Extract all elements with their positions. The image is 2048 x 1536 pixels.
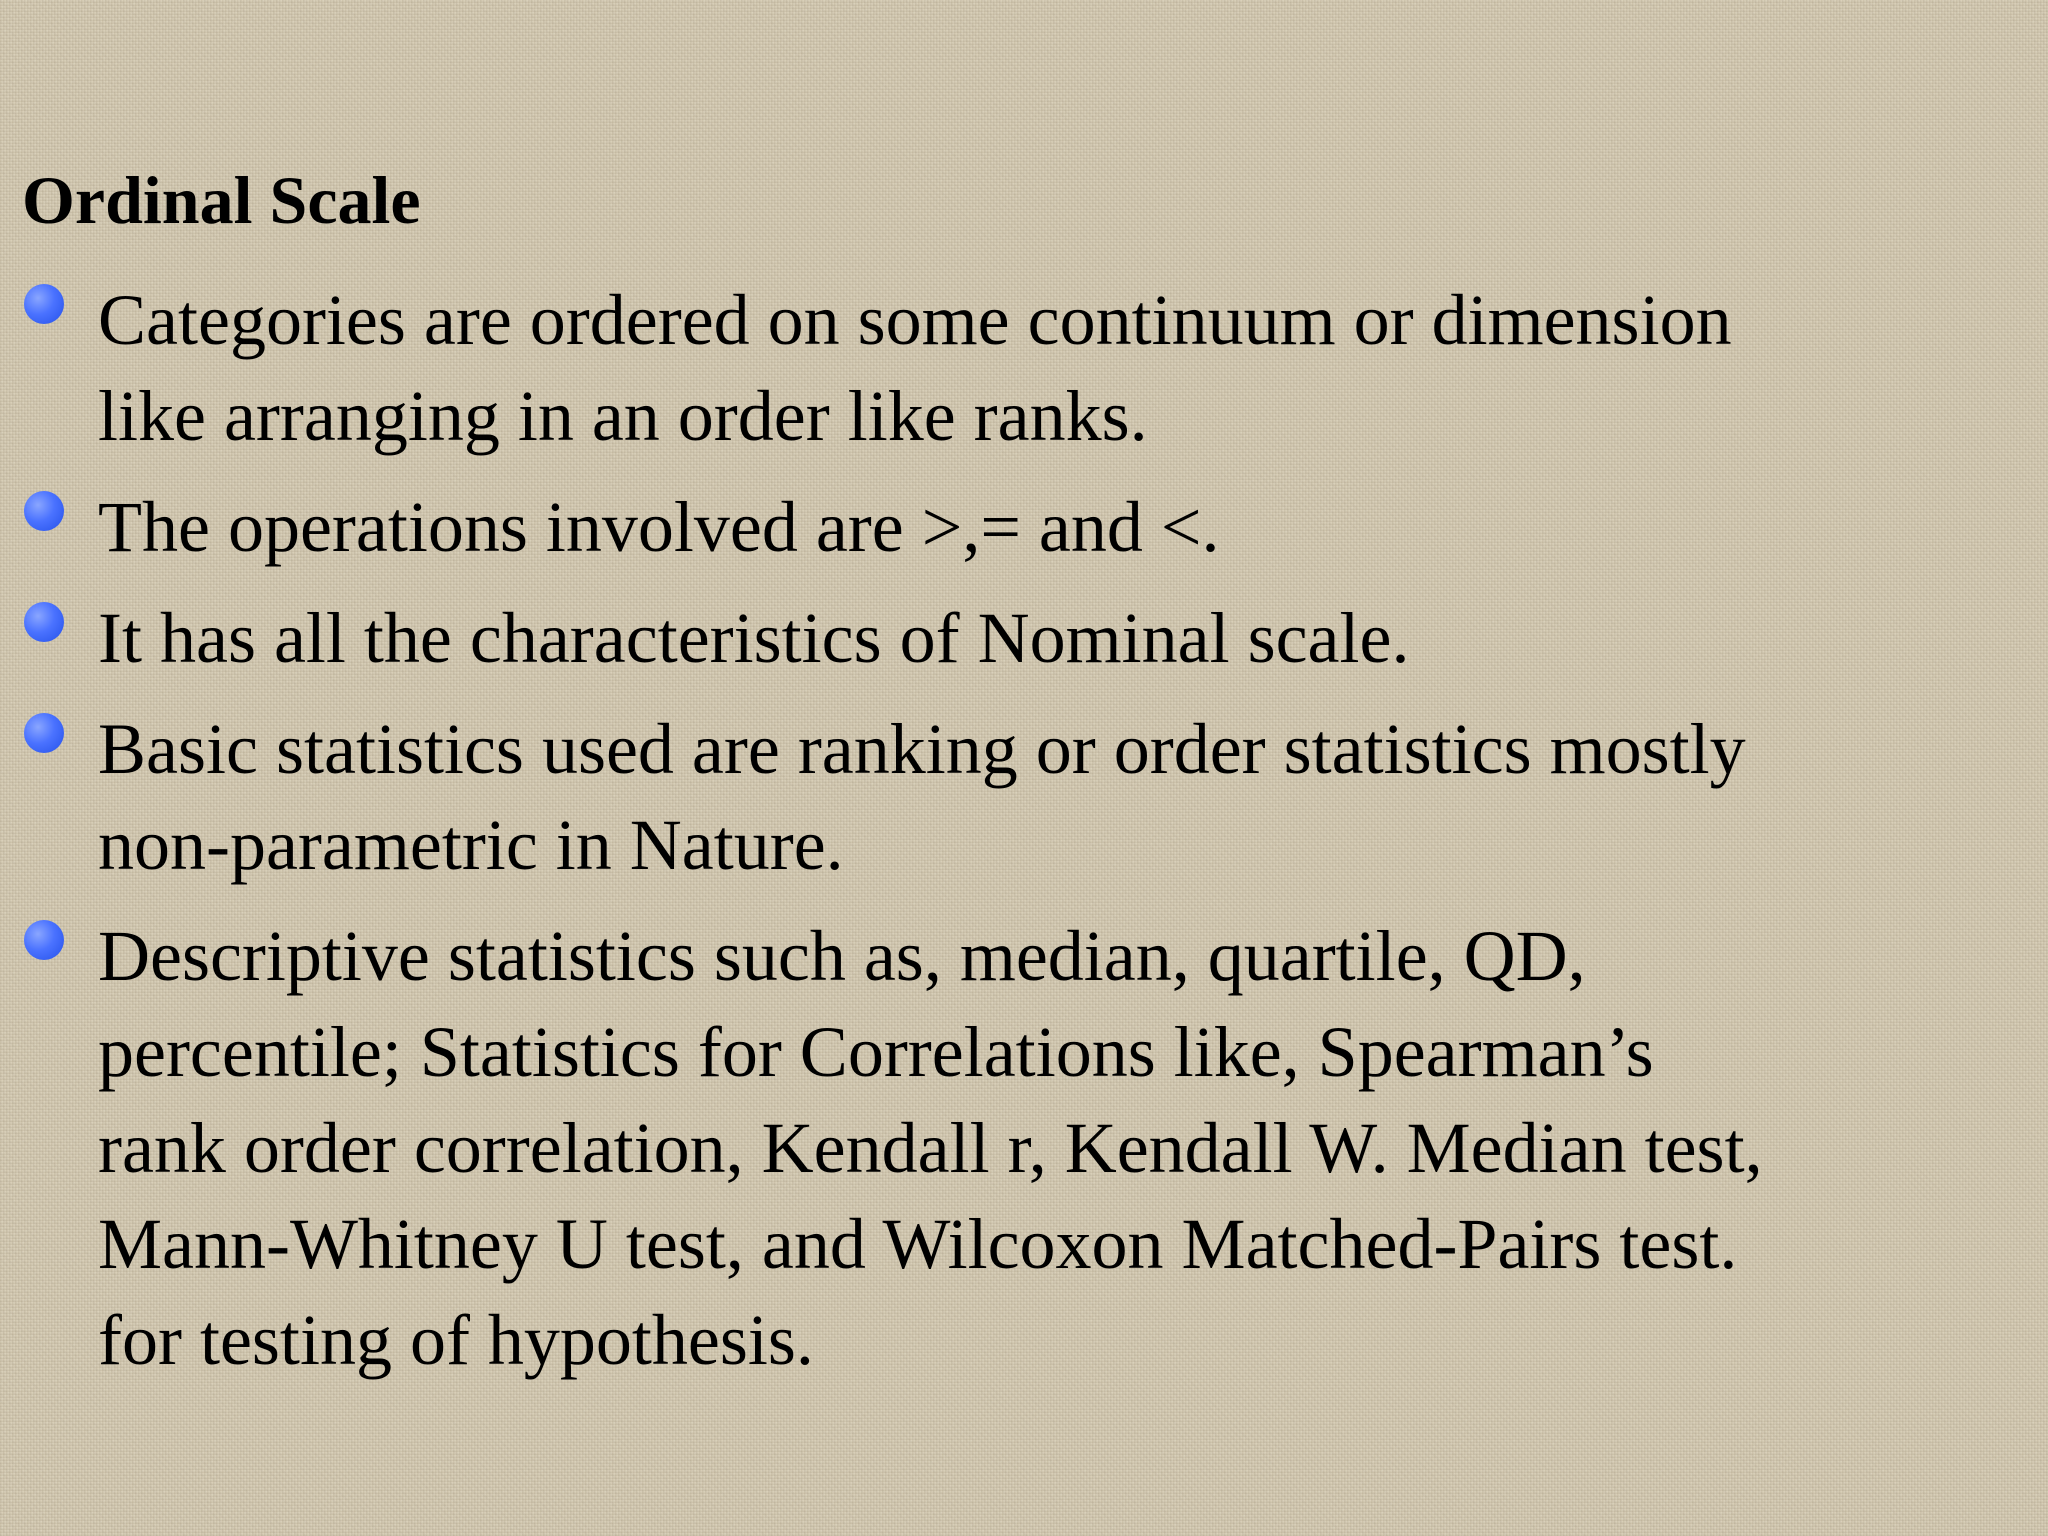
bullet-dot-icon (24, 920, 64, 960)
bullet-line: Mann-Whitney U test, and Wilcoxon Matched-Pairs test. (98, 1204, 1738, 1284)
bullet-line: like arranging in an order like ranks. (98, 376, 1148, 456)
bullet-dot-icon (24, 713, 64, 753)
bullet-dot-icon (24, 602, 64, 642)
bullet-list (0, 272, 2048, 1403)
bullet-line: Basic statistics used are ranking or order statistics mostly (98, 709, 1746, 789)
bullet-item (0, 590, 2048, 686)
bullet-line: The operations involved are >,= and <. (98, 487, 1220, 567)
bullet-line: rank order correlation, Kendall r, Kendall W. Median test, (98, 1108, 1763, 1188)
slide-title: Ordinal Scale (22, 162, 421, 238)
bullet-item (0, 272, 2048, 464)
bullet-line: Categories are ordered on some continuum or dimension (98, 280, 1732, 360)
bullet-dot-icon (24, 491, 64, 531)
bullet-line: percentile; Statistics for Correlations like, Spearman’s (98, 1012, 1654, 1092)
bullet-line: It has all the characteristics of Nominal scale. (98, 598, 1410, 678)
bullet-item (0, 479, 2048, 575)
bullet-line: non-parametric in Nature. (98, 805, 844, 885)
bullet-item (0, 908, 2048, 1388)
bullet-line: for testing of hypothesis. (98, 1300, 814, 1380)
bullet-line: Descriptive statistics such as, median, quartile, QD, (98, 916, 1586, 996)
bullet-item (0, 701, 2048, 893)
bullet-dot-icon (24, 284, 64, 324)
